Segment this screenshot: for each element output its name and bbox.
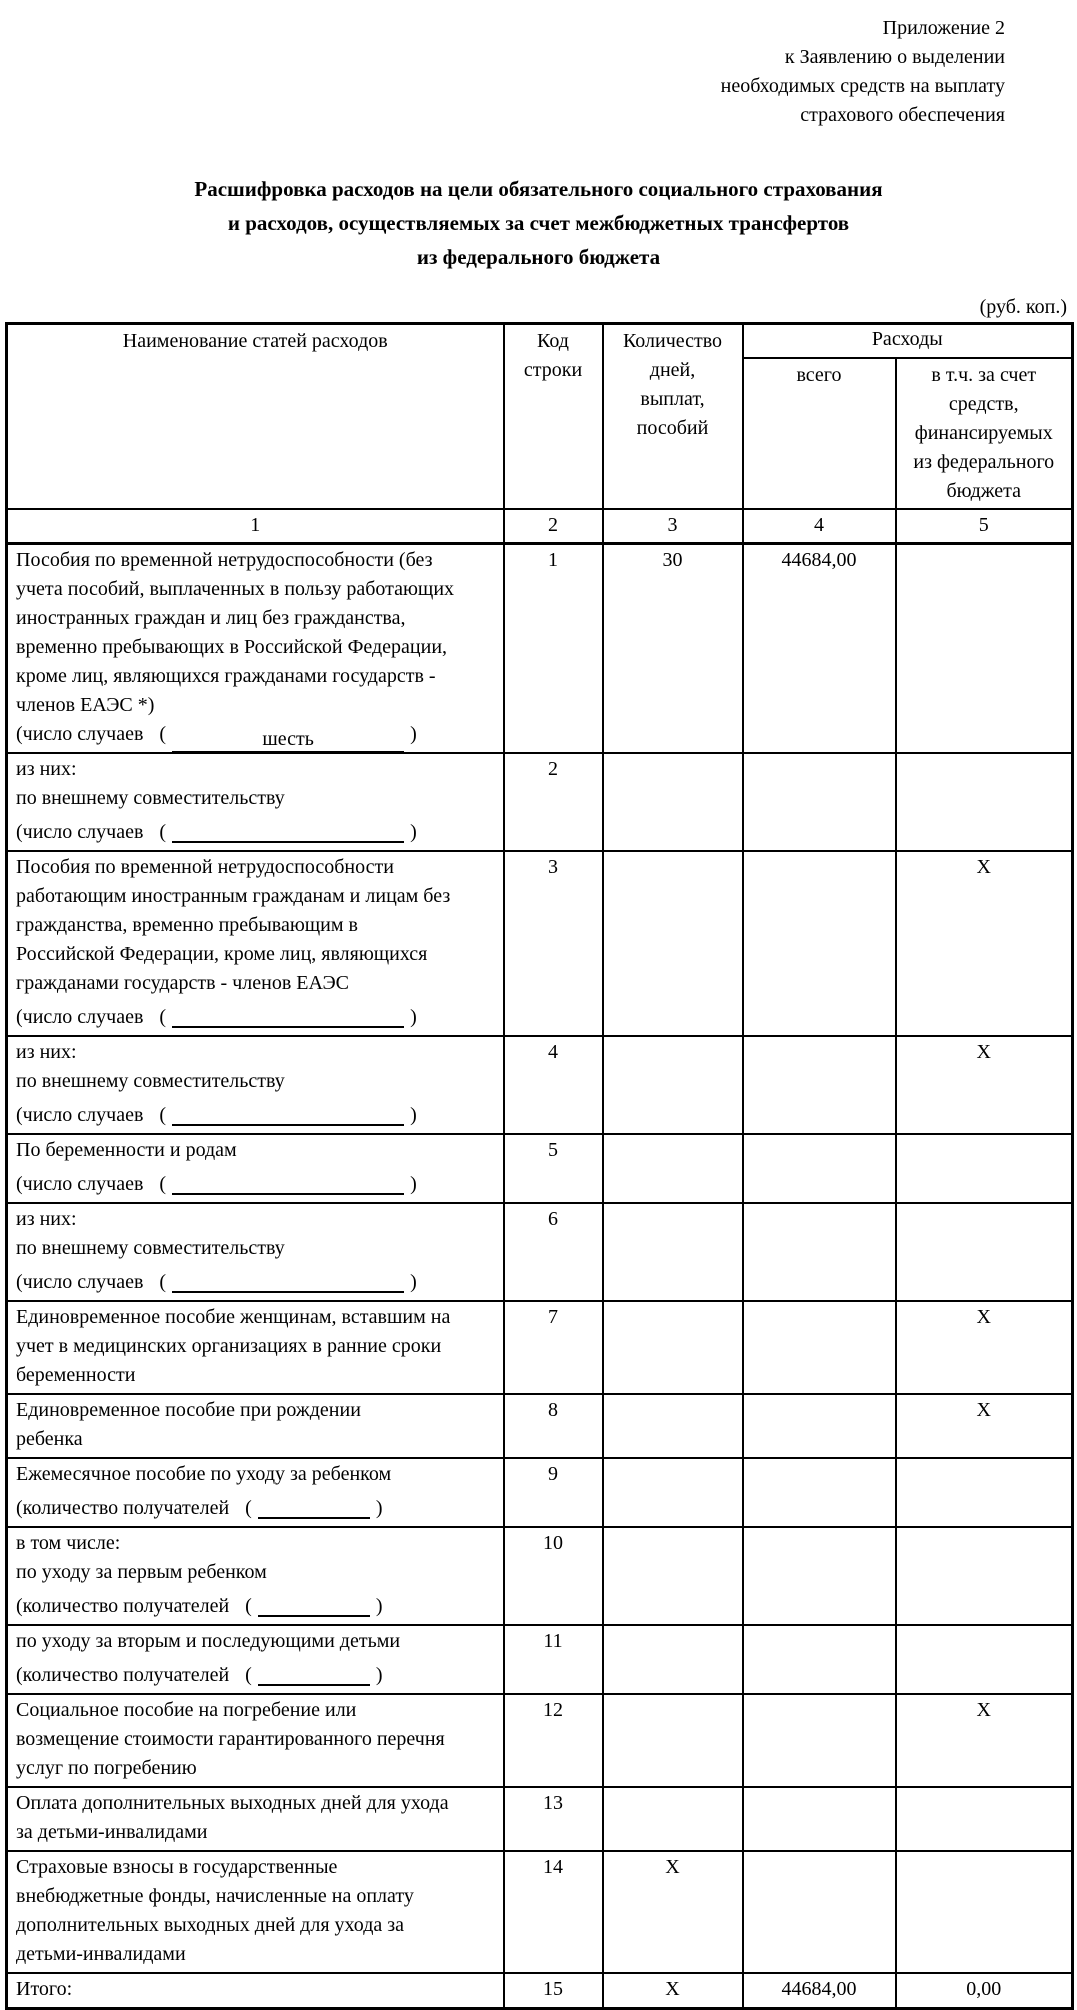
expenses-total-cell [743, 1851, 896, 1973]
open-paren: ( [159, 1104, 167, 1126]
appendix-note: Приложение 2 к Заявлению о выделении необходимых средств на выплату страхового обеспечения [720, 17, 1005, 126]
row-code-cell: 12 [504, 1694, 603, 1787]
open-paren: ( [245, 1664, 252, 1686]
federal-funds-cell [896, 1527, 1073, 1625]
row-code-cell: 3 [504, 851, 603, 1036]
row-code-cell: 13 [504, 1787, 603, 1851]
federal-funds-cell [896, 753, 1073, 851]
table-row [7, 1694, 1073, 1787]
days-count-cell [603, 1527, 743, 1625]
expense-name-cell: из них: по внешнему совместительству (число случаев ( ) [7, 1036, 504, 1134]
col-header-federal-funds: в т.ч. за счет средств, финансируемых из федерального бюджета [896, 358, 1073, 509]
blank-underline: шесть [172, 728, 404, 753]
blank-underline [172, 1268, 404, 1293]
row-code-cell: 2 [504, 753, 603, 851]
federal-funds-cell: 0,00 [896, 1973, 1073, 2009]
row-code-cell: 15 [504, 1973, 603, 2009]
row-code-cell: 9 [504, 1458, 603, 1527]
table-row [7, 1851, 1073, 1973]
table-row [7, 544, 1073, 754]
federal-funds-cell: X [896, 1394, 1073, 1458]
days-count-cell: 30 [603, 544, 743, 754]
table-row [7, 1787, 1073, 1851]
table-body [7, 544, 1073, 2009]
currency-units-note: (руб. коп.) [979, 296, 1067, 318]
row-code-cell: 1 [504, 544, 603, 754]
expense-name-cell: По беременности и родам (число случаев ( ) [7, 1134, 504, 1203]
blank-underline [172, 1101, 404, 1126]
expense-name-cell: Пособия по временной нетрудоспособности работающим иностранным гражданам и лицам без гражданства, временно пребывающим в Российской Федерации, кроме лиц, являющихся гражданами государств - членов ЕАЭС (число случаев ( ) [7, 851, 504, 1036]
table-row [7, 1301, 1073, 1394]
expense-name-cell: из них: по внешнему совместительству (число случаев ( ) [7, 753, 504, 851]
table-row [7, 1203, 1073, 1301]
expense-name-cell: Социальное пособие на погребение или возмещение стоимости гарантированного перечня услуг по погребению [7, 1694, 504, 1787]
row-code-cell: 14 [504, 1851, 603, 1973]
expenses-total-cell: 44684,00 [743, 544, 896, 754]
table-row [7, 1394, 1073, 1458]
blank-underline [172, 818, 404, 843]
expense-name-cell: Ежемесячное пособие по уходу за ребенком (количество получателей ( ) [7, 1458, 504, 1527]
col-header-total: всего [743, 358, 896, 509]
federal-funds-cell [896, 1625, 1073, 1694]
fill-in-blank-line: (количество получателей ( ) [16, 1595, 383, 1617]
blank-underline [258, 1592, 370, 1617]
federal-funds-cell: X [896, 1036, 1073, 1134]
expenses-total-cell [743, 1134, 896, 1203]
federal-funds-cell [896, 1134, 1073, 1203]
column-number: 5 [896, 509, 1073, 544]
expense-name-cell: в том числе: по уходу за первым ребенком (количество получателей ( ) [7, 1527, 504, 1625]
expense-name-cell: Единовременное пособие при рождении ребенка [7, 1394, 504, 1458]
fill-in-blank-line: (количество получателей ( ) [16, 1664, 383, 1686]
expenses-total-cell [743, 1301, 896, 1394]
header-row-top [7, 324, 1073, 359]
fill-in-blank-line: (число случаев ( ) [16, 821, 417, 843]
federal-funds-cell [896, 1458, 1073, 1527]
table-row [7, 1458, 1073, 1527]
federal-funds-cell: X [896, 1301, 1073, 1394]
table-header [7, 324, 1073, 544]
table-row [7, 753, 1073, 851]
expenses-total-cell [743, 1625, 896, 1694]
table-row [7, 1134, 1073, 1203]
expense-name-cell: из них: по внешнему совместительству (число случаев ( ) [7, 1203, 504, 1301]
days-count-cell [603, 1787, 743, 1851]
row-code-cell: 7 [504, 1301, 603, 1394]
days-count-cell [603, 1036, 743, 1134]
column-number: 2 [504, 509, 603, 544]
expenses-total-cell [743, 1694, 896, 1787]
federal-funds-cell [896, 544, 1073, 754]
days-count-cell [603, 1203, 743, 1301]
expense-name-cell: Единовременное пособие женщинам, вставшим на учет в медицинских организациях в ранние сроки беременности [7, 1301, 504, 1394]
expense-name-cell: Пособия по временной нетрудоспособности (без учета пособий, выплаченных в пользу работающих иностранных граждан и лиц без гражданства, временно пребывающих в Российской Федерации, кроме лиц, являющихся гражданами государств - членов ЕАЭС *) (число случаев ( шесть ) [7, 544, 504, 754]
table-row [7, 1527, 1073, 1625]
open-paren: ( [245, 1497, 252, 1519]
expenses-total-cell [743, 1527, 896, 1625]
days-count-cell [603, 1694, 743, 1787]
table-row [7, 1036, 1073, 1134]
open-paren: ( [159, 1173, 167, 1195]
column-numbers-row [7, 509, 1073, 544]
table-row [7, 1625, 1073, 1694]
days-count-cell [603, 1625, 743, 1694]
federal-funds-cell [896, 1203, 1073, 1301]
row-code-cell: 10 [504, 1527, 603, 1625]
col-header-expense-name: Наименование статей расходов [7, 324, 504, 510]
open-paren: ( [159, 723, 167, 745]
blank-underline [172, 1003, 404, 1028]
days-count-cell: X [603, 1973, 743, 2009]
expenses-total-cell [743, 1203, 896, 1301]
blank-underline [258, 1661, 370, 1686]
days-count-cell [603, 1458, 743, 1527]
days-count-cell [603, 1394, 743, 1458]
open-paren: ( [159, 1271, 167, 1293]
fill-in-blank-line: (количество получателей ( ) [16, 1497, 383, 1519]
days-count-cell [603, 851, 743, 1036]
row-code-cell: 11 [504, 1625, 603, 1694]
days-count-cell: X [603, 1851, 743, 1973]
row-code-cell: 4 [504, 1036, 603, 1134]
row-code-cell: 8 [504, 1394, 603, 1458]
expenses-total-cell [743, 753, 896, 851]
document-title: Расшифровка расходов на цели обязательного социального страхования и расходов, осуществляемых за счет межбюджетных трансфертов из федерального бюджета [194, 177, 883, 269]
days-count-cell [603, 753, 743, 851]
column-number: 4 [743, 509, 896, 544]
days-count-cell [603, 1134, 743, 1203]
days-count-cell [603, 1301, 743, 1394]
expenses-total-cell [743, 1458, 896, 1527]
federal-funds-cell [896, 1787, 1073, 1851]
expenses-table [5, 322, 1074, 2010]
federal-funds-cell [896, 1851, 1073, 1973]
fill-in-blank-line: (число случаев ( шесть ) [16, 723, 417, 745]
col-header-row-code: Код строки [504, 324, 603, 510]
table-row [7, 1973, 1073, 2009]
row-code-cell: 5 [504, 1134, 603, 1203]
column-number: 1 [7, 509, 504, 544]
federal-funds-cell: X [896, 1694, 1073, 1787]
expense-name-cell: Оплата дополнительных выходных дней для ухода за детьми-инвалидами [7, 1787, 504, 1851]
expenses-total-cell: 44684,00 [743, 1973, 896, 2009]
fill-in-blank-line: (число случаев ( ) [16, 1271, 417, 1293]
column-number: 3 [603, 509, 743, 544]
open-paren: ( [159, 1006, 167, 1028]
col-header-expenses-group: Расходы [743, 324, 1073, 359]
expenses-total-cell [743, 1787, 896, 1851]
expenses-total-cell [743, 1036, 896, 1134]
expenses-total-cell [743, 1394, 896, 1458]
expense-name-cell: Итого: [7, 1973, 504, 2009]
fill-in-blank-line: (число случаев ( ) [16, 1104, 417, 1126]
expenses-total-cell [743, 851, 896, 1036]
federal-funds-cell: X [896, 851, 1073, 1036]
open-paren: ( [245, 1595, 252, 1617]
fill-in-blank-line: (число случаев ( ) [16, 1006, 417, 1028]
table-row [7, 851, 1073, 1036]
blank-underline [172, 1170, 404, 1195]
open-paren: ( [159, 821, 167, 843]
col-header-days-count: Количество дней, выплат, пособий [603, 324, 743, 510]
expense-name-cell: Страховые взносы в государственные внебюджетные фонды, начисленные на оплату дополнительных выходных дней для ухода за детьми-инвалидами [7, 1851, 504, 1973]
expense-name-cell: по уходу за вторым и последующими детьми (количество получателей ( ) [7, 1625, 504, 1694]
fill-in-blank-line: (число случаев ( ) [16, 1173, 417, 1195]
blank-underline [258, 1494, 370, 1519]
row-code-cell: 6 [504, 1203, 603, 1301]
